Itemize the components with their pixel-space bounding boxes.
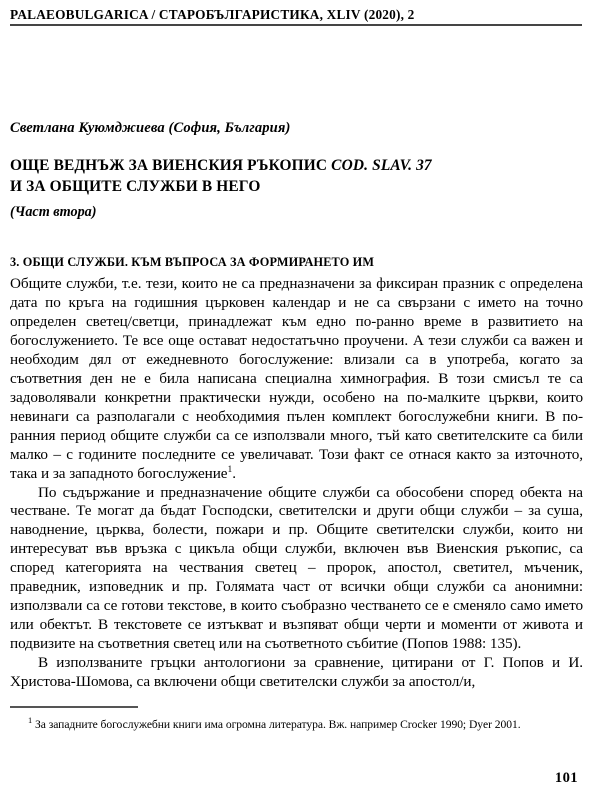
paragraph-1 <box>10 275 583 483</box>
paragraph-2: По съдържание и предназначение общите служби са обособени според обекта на честване. Те могат да бъдат Господски, светителски и други общи служби – за суша, наводнение, църква, болести, пожари и пр. Общите светителски служби, които ни интересуват във връзка с цикъла общи служби, включен във Виенския ръкопис, са според категорията на чествания светец – пророк, апостол, светител, мъченик, праведник, изповедник и пр. Голямата част от всички общи служби са анонимни: използвали са се готови текстове, в които съобразно честването се е сменяло само името или обектът. В текстовете се изтъкват и възпяват общи черти и моменти от живота и подвизите на съответния светец или на съответното събитие (Попов 1988: 135). <box>10 483 583 653</box>
page-number: 101 <box>554 770 578 786</box>
section-heading: 3. ОБЩИ СЛУЖБИ. КЪМ ВЪПРОСА ЗА ФОРМИРАНЕТО ИМ <box>10 255 375 270</box>
running-head-rule <box>10 24 582 26</box>
footnote-1-text: За западните богослужебни книги има огромна литература. Вж. например Crocker 1990; Dyer 2001. <box>35 717 521 731</box>
footnote-area <box>10 706 588 732</box>
paragraph-3: В използваните гръцки антологиони за сравнение, цитирани от Г. Попов и И. Христова-Шомова, са включени общи светителски служби за апостол/и, <box>10 653 583 690</box>
article-title-line-1-text: ОЩЕ ВЕДНЪЖ ЗА ВИЕНСКИЯ РЪКОПИС <box>10 157 332 175</box>
paragraph-1-tail: . <box>232 464 236 482</box>
author-line: Светлана Куюмджиева (София, България) <box>10 119 291 136</box>
body-text <box>8 275 583 692</box>
article-subtitle: (Част втора) <box>10 204 97 221</box>
article-title-line-2: И ЗА ОБЩИТЕ СЛУЖБИ В НЕГО <box>10 177 261 195</box>
footnote-separator-rule <box>10 706 138 708</box>
paragraph-1-text: Общите служби, т.е. тези, които не са предназначени за фиксиран празник с определена дата по кръга на годишния църковен календар и не са свързани с името на точно определен светец/светци, принадлежат към едно по-ранно време в развитието на богослужението. Те все още остават недостатъчно проучени. А тези служби са важен и необходим дял от ежедневното богослужение: влизали са в употреба, когато за съответния ден не е била написана специална химнография. В този смисъл те са задоволявали конкретни практически нужди, особено на по-малките църкви, които невинаги са разполагали с необходимия пълен комплект богослужебни книги. В по-ранния период общите служби са се използвали много, тъй като светителските са били малко – с годините последните се увеличават. Този факт се отнася както за източното, така и за западното богослужение <box>10 275 583 482</box>
footnote-1 <box>10 717 582 732</box>
footnote-marker-1: 1 <box>28 715 33 725</box>
article-title-manuscript-ref: COD. SLAV. 37 <box>331 157 432 175</box>
article-title <box>10 156 578 197</box>
title-block <box>8 120 578 222</box>
running-head: PALAEOBULGARICA / СТАРОБЪЛГАРИСТИКА, XLIV (2020), 2 <box>10 7 415 22</box>
footnote-reference-1[interactable]: 1 <box>227 464 233 475</box>
